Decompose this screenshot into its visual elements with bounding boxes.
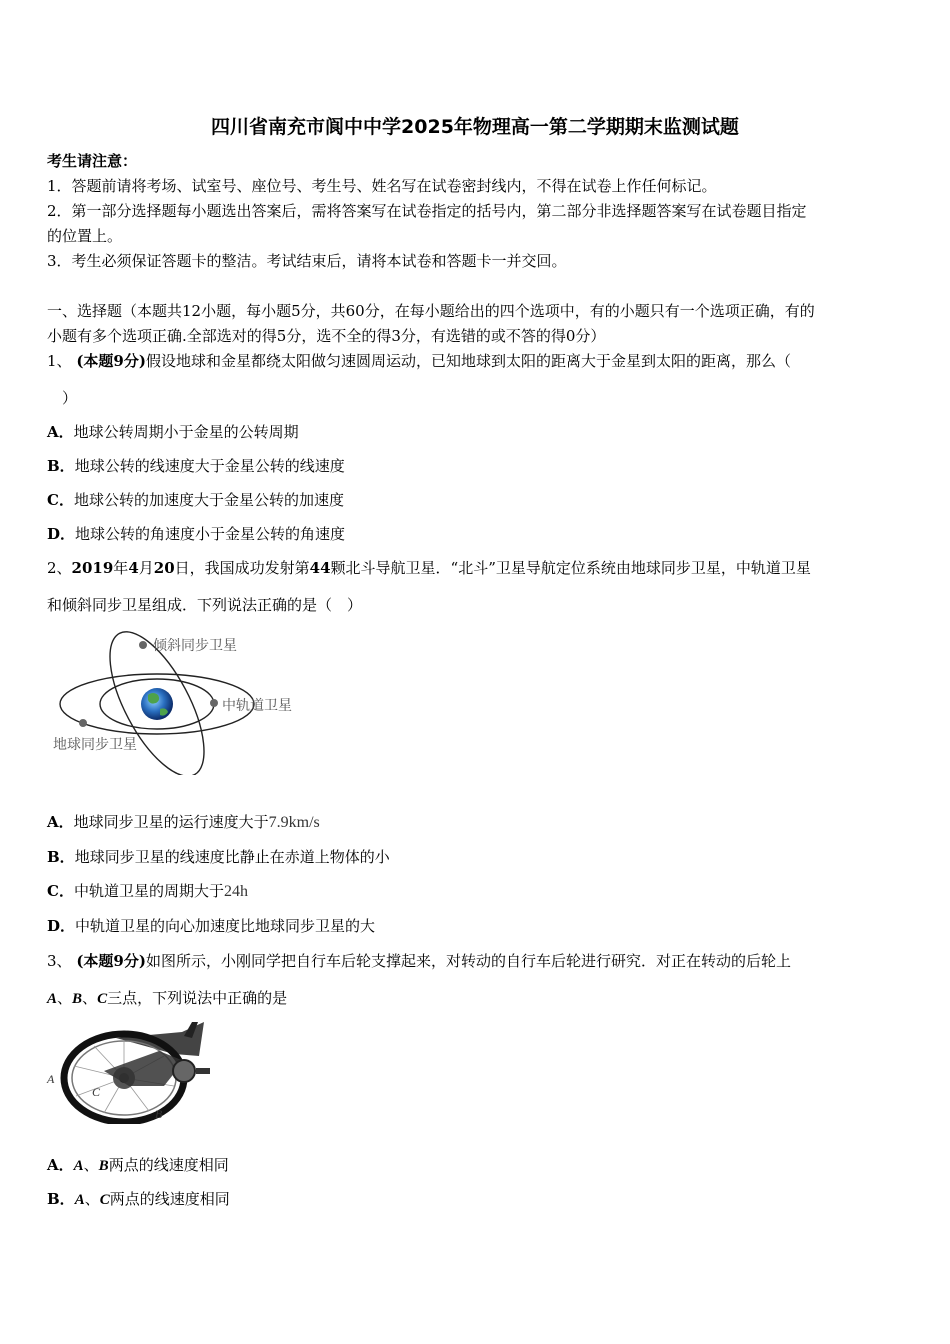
pedal-icon (196, 1068, 210, 1074)
point-label: C (99, 1192, 110, 1208)
point-label: A (47, 991, 58, 1007)
option-d (47, 524, 345, 544)
point-label: B (72, 991, 83, 1007)
option-label: A． (47, 423, 74, 441)
option-d (47, 916, 375, 936)
point-b-label: B (155, 1107, 163, 1121)
label-medium-satellite: 中轨道卫星 (222, 698, 292, 714)
option-text: 地球公转的角速度小于金星公转的角速度 (75, 525, 346, 543)
question-2-stem-cont: 和倾斜同步卫星组成．下列说法正确的是（ ） (47, 596, 363, 614)
option-c (47, 881, 248, 902)
page-title: 四川省南充市阆中中学2025年物理高一第二学期期末监测试题 (211, 116, 739, 138)
option-text: 中轨道卫星的向心加速度比地球同步卫星的大 (75, 917, 376, 935)
question-tag: (本题9分) (76, 352, 146, 370)
point-label: B (98, 1158, 109, 1174)
question-number: 3、 (47, 952, 72, 970)
geo-satellite-dot (79, 719, 87, 727)
question-3-stem (47, 951, 791, 971)
question-1-stem-cont: ） (62, 389, 78, 407)
option-text: 地球公转的加速度大于金星公转的加速度 (73, 491, 344, 509)
option-value: 7.9km/s (268, 814, 320, 831)
option-text: 地球公转的线速度大于金星公转的线速度 (74, 457, 345, 475)
option-a (47, 1155, 229, 1176)
earth-icon (141, 688, 173, 720)
notice-item: 2．第一部分选择题每小题选出答案后，需将答案写在试卷指定的括号内，第二部分非选择题答案写在试卷题目指定 (47, 202, 807, 220)
stem-text: 月 (138, 559, 154, 577)
option-text: 两点的线速度相同 (108, 1156, 229, 1174)
stem-number: 44 (309, 559, 331, 577)
option-a (47, 422, 299, 442)
notice-item: 的位置上。 (47, 227, 123, 245)
question-tag: (本题9分) (76, 952, 146, 970)
notice-item: 3．考生必须保证答题卡的整洁。考试结束后，请将本试卷和答题卡一并交回。 (47, 252, 567, 270)
stem-number: 20 (153, 559, 175, 577)
question-text: 假设地球和金星都绕太阳做匀速圆周运动，已知地球到太阳的距离大于金星到太阳的距离，那么（ (145, 352, 791, 370)
satellite-orbit-figure (50, 625, 305, 775)
gear-icon (173, 1060, 195, 1082)
option-c (47, 490, 344, 510)
section-header: 小题有多个选项正确.全部选对的得5分，选不全的得3分，有选错的或不答的得0分） (47, 327, 606, 345)
notice-heading: 考生请注意： (47, 152, 138, 170)
stem-number: 2019 (71, 559, 114, 577)
stem-text: 年 (113, 559, 129, 577)
question-number: 2、 (47, 559, 72, 577)
option-b (47, 847, 390, 867)
option-label: D． (47, 917, 76, 935)
stem-text: 颗北斗导航卫星．“北斗”卫星导航定位系统由地球同步卫星，中轨道卫星 (330, 559, 811, 577)
label-inclined-satellite: 倾斜同步卫星 (153, 638, 237, 654)
question-text: 如图所示，小刚同学把自行车后轮支撑起来，对转动的自行车后轮进行研究．对正在转动的后轮上 (145, 952, 791, 970)
option-text: 地球同步卫星的线速度比静止在赤道上物体的小 (74, 848, 390, 866)
option-b (47, 1189, 230, 1210)
separator: 、 (83, 1156, 99, 1174)
stem-number: 4 (128, 559, 139, 577)
option-text: 地球公转周期小于金星的公转周期 (73, 423, 299, 441)
label-geo-satellite: 地球同步卫星 (53, 737, 137, 753)
question-3-stem-cont (47, 988, 287, 1009)
option-label: B． (47, 848, 75, 866)
option-b (47, 456, 345, 476)
stem-text: 日，我国成功发射第 (174, 559, 310, 577)
point-c-label: C (92, 1085, 101, 1099)
option-text: 中轨道卫星的周期大于 (73, 882, 224, 900)
option-label: C． (47, 882, 74, 900)
option-a (47, 812, 320, 833)
stem-text: 三点，下列说法中正确的是 (107, 989, 288, 1007)
option-label: B． (47, 457, 75, 475)
point-label: A (73, 1158, 84, 1174)
point-label: A (74, 1192, 85, 1208)
point-a-label: A (47, 1072, 55, 1086)
option-label: A． (47, 813, 74, 831)
option-text: 两点的线速度相同 (109, 1190, 230, 1208)
separator: 、 (57, 989, 73, 1007)
option-label: D． (47, 525, 76, 543)
option-label: C． (47, 491, 74, 509)
section-header: 一、选择题（本题共12小题，每小题5分，共60分，在每小题给出的四个选项中，有的小题只有一个选项正确，有的 (47, 302, 815, 320)
option-label: A． (47, 1156, 74, 1174)
separator: 、 (84, 1190, 100, 1208)
medium-satellite-dot (210, 699, 218, 707)
bicycle-wheel-figure (44, 1016, 214, 1124)
notice-item: 1．答题前请将考场、试室号、座位号、考生号、姓名写在试卷密封线内，不得在试卷上作任何标记。 (47, 177, 717, 195)
option-value: 24h (223, 883, 248, 900)
point-label: C (97, 991, 108, 1007)
question-1-stem (47, 351, 791, 371)
inclined-satellite-dot (139, 641, 147, 649)
question-2-stem (47, 558, 811, 578)
option-label: B． (47, 1190, 75, 1208)
option-text: 地球同步卫星的运行速度大于 (73, 813, 269, 831)
question-number: 1、 (47, 352, 72, 370)
separator: 、 (82, 989, 98, 1007)
